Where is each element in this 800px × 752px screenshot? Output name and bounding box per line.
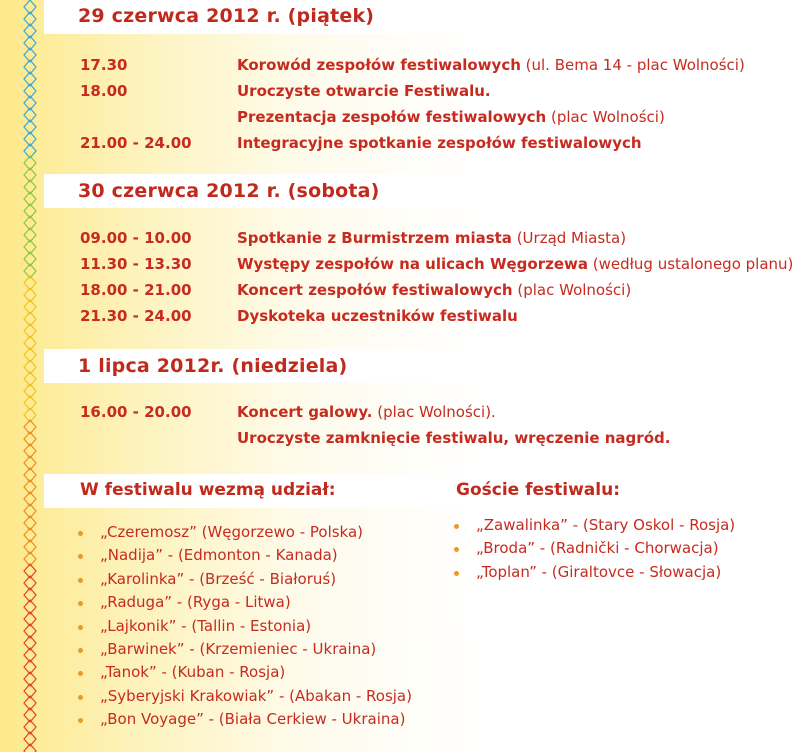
schedule-row bbox=[0, 82, 800, 104]
schedule-row bbox=[0, 307, 800, 329]
schedule-row bbox=[0, 281, 800, 303]
event-title: Występy zespołów na ulicach Węgorzewa (według ustalonego planu) bbox=[237, 255, 794, 273]
event-time: 17.30 bbox=[80, 56, 128, 74]
list-item: „Broda” - (Radnički - Chorwacja) bbox=[450, 539, 735, 562]
list-item: „Lajkonik” - (Tallin - Estonia) bbox=[74, 617, 412, 640]
event-time: 21.00 - 24.00 bbox=[80, 134, 192, 152]
event-place: (Urząd Miasta) bbox=[511, 229, 627, 247]
participants-heading: W festiwalu wezmą udział: bbox=[80, 480, 336, 500]
list-item: „Czeremosz” (Węgorzewo - Polska) bbox=[74, 523, 412, 546]
event-place: (według ustalonego planu) bbox=[588, 255, 794, 273]
day-1-date: 29 czerwca 2012 r. (piątek) bbox=[78, 5, 375, 27]
list-item: „Syberyjski Krakowiak” - (Abakan - Rosja) bbox=[74, 687, 412, 710]
event-time: 16.00 - 20.00 bbox=[80, 403, 192, 421]
event-place: (ul. Bema 14 - plac Wolności) bbox=[520, 56, 745, 74]
event-time: 18.00 - 21.00 bbox=[80, 281, 192, 299]
event-title: Koncert zespołów festiwalowych (plac Wolności) bbox=[237, 281, 632, 299]
list-item: „Zawalinka” - (Stary Oskol - Rosja) bbox=[450, 516, 735, 539]
day-2-date: 30 czerwca 2012 r. (sobota) bbox=[78, 180, 380, 202]
day-3-date: 1 lipca 2012r. (niedziela) bbox=[78, 355, 348, 377]
event-time: 09.00 - 10.00 bbox=[80, 229, 192, 247]
list-item: „Raduga” - (Ryga - Litwa) bbox=[74, 593, 412, 616]
list-item: „Barwinek” - (Krzemieniec - Ukraina) bbox=[74, 640, 412, 663]
event-title: Korowód zespołów festiwalowych (ul. Bema 14 - plac Wolności) bbox=[237, 56, 745, 74]
schedule-row bbox=[0, 134, 800, 156]
participants-list bbox=[74, 523, 412, 734]
event-title: Uroczyste zamknięcie festiwalu, wręczenie nagród. bbox=[237, 429, 671, 447]
list-item: „Bon Voyage” - (Biała Cerkiew - Ukraina) bbox=[74, 710, 412, 733]
schedule-row bbox=[0, 229, 800, 251]
list-item: „Karolinka” - (Brześć - Białoruś) bbox=[74, 570, 412, 593]
guests-heading: Goście festiwalu: bbox=[456, 480, 621, 500]
schedule-row bbox=[0, 56, 800, 78]
event-place: (plac Wolności). bbox=[372, 403, 496, 421]
schedule-row bbox=[0, 255, 800, 277]
list-item: „Toplan” - (Giraltovce - Słowacja) bbox=[450, 563, 735, 586]
schedule-row bbox=[0, 429, 800, 451]
event-title: Prezentacja zespołów festiwalowych (plac Wolności) bbox=[237, 108, 665, 126]
schedule-row bbox=[0, 403, 800, 425]
event-time: 21.30 - 24.00 bbox=[80, 307, 192, 325]
event-time: 18.00 bbox=[80, 82, 128, 100]
event-title: Integracyjne spotkanie zespołów festiwalowych bbox=[237, 134, 642, 152]
event-title: Spotkanie z Burmistrzem miasta (Urząd Miasta) bbox=[237, 229, 627, 247]
list-item: „Tanok” - (Kuban - Rosja) bbox=[74, 663, 412, 686]
schedule-row bbox=[0, 108, 800, 130]
event-place: (plac Wolności) bbox=[546, 108, 665, 126]
event-title: Dyskoteka uczestników festiwalu bbox=[237, 307, 518, 325]
guests-list bbox=[450, 516, 735, 586]
event-title: Uroczyste otwarcie Festiwalu. bbox=[237, 82, 491, 100]
event-title: Koncert galowy. (plac Wolności). bbox=[237, 403, 496, 421]
list-item: „Nadija” - (Edmonton - Kanada) bbox=[74, 546, 412, 569]
event-place: (plac Wolności) bbox=[512, 281, 632, 299]
event-time: 11.30 - 13.30 bbox=[80, 255, 192, 273]
